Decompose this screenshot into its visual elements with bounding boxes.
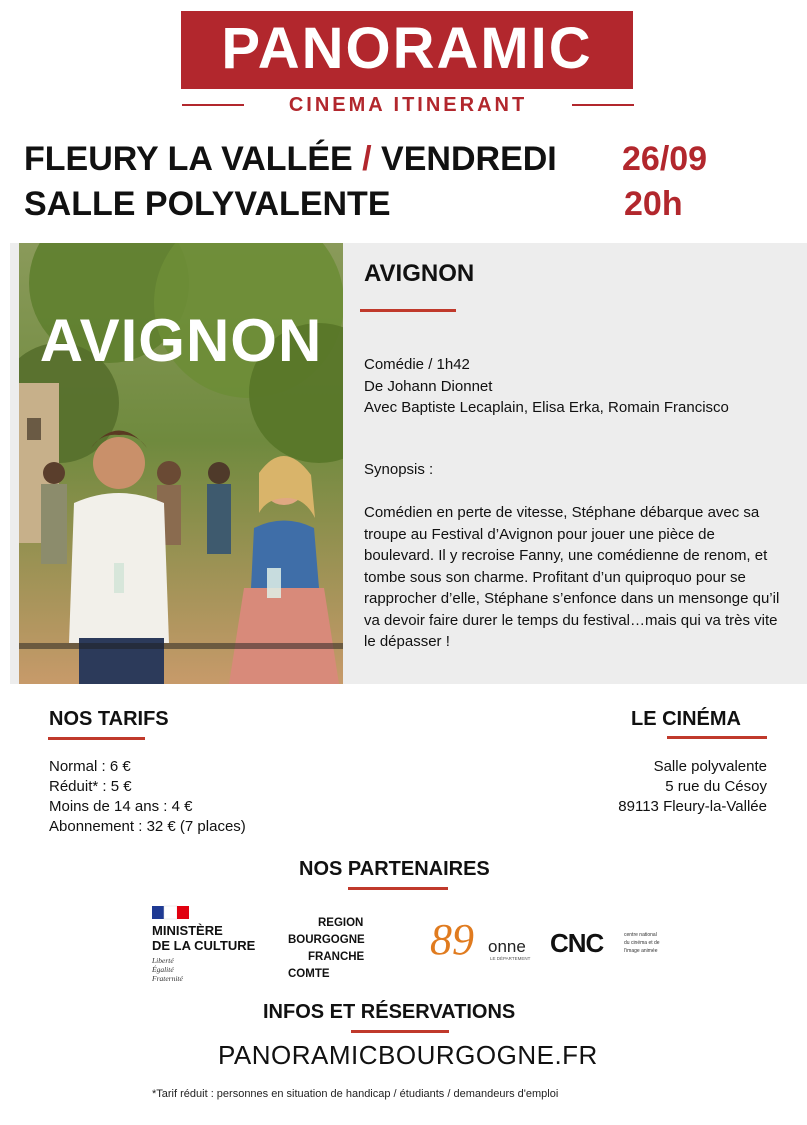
cnc-logo <box>550 928 660 958</box>
website-url[interactable]: PANORAMICBOURGOGNE.FR <box>218 1040 598 1070</box>
tarif-item: Moins de 14 ans : 4 € <box>49 798 193 815</box>
header-place: FLEURY LA VALLÉE <box>24 140 353 178</box>
yonne-logo <box>430 915 531 964</box>
tarif-item: Normal : 6 € <box>49 758 131 775</box>
svg-text:l'image animée: l'image animée <box>624 948 658 954</box>
infos-title: INFOS ET RÉSERVATIONS <box>263 1001 516 1023</box>
partners-underline <box>348 887 448 890</box>
svg-text:BOURGOGNE: BOURGOGNE <box>288 934 365 946</box>
header-venue: SALLE POLYVALENTE <box>24 185 391 223</box>
film-poster <box>19 243 343 684</box>
logo-rule-right <box>572 104 634 106</box>
svg-text:REGION: REGION <box>318 917 364 929</box>
film-genre-duration: Comédie / 1h42 <box>364 356 470 373</box>
tarifs-title: NOS TARIFS <box>49 708 169 730</box>
tarif-item: Abonnement : 32 € (7 places) <box>49 818 246 835</box>
panoramic-logo <box>181 11 633 89</box>
film-cast: Avec Baptiste Lecaplain, Elisa Erka, Romain Francisco <box>364 399 729 416</box>
svg-text:FRANCHE: FRANCHE <box>308 951 365 963</box>
partner-logos <box>140 898 680 990</box>
svg-text:DE LA CULTURE: DE LA CULTURE <box>152 938 256 953</box>
tarifs-underline <box>48 737 145 740</box>
address-line: Salle polyvalente <box>653 758 767 775</box>
header-day: VENDREDI <box>381 140 557 178</box>
svg-text:CNC: CNC <box>550 928 604 958</box>
svg-text:Fraternité: Fraternité <box>152 974 183 983</box>
svg-text:centre national: centre national <box>624 932 657 938</box>
ministere-culture-logo <box>151 906 256 983</box>
infos-underline <box>351 1030 449 1033</box>
header-date: 26/09 <box>622 140 708 178</box>
tarifs-list <box>49 757 246 837</box>
address-line: 89113 Fleury-la-Vallée <box>618 798 767 815</box>
logo-subtitle: CINEMA ITINERANT <box>288 94 528 116</box>
poster-illustration <box>19 243 343 684</box>
tarif-item: Réduit* : 5 € <box>49 778 132 795</box>
header-line-1 <box>24 140 557 178</box>
svg-text:89: 89 <box>430 915 474 964</box>
svg-text:onne: onne <box>488 937 526 956</box>
svg-text:LE DÉPARTEMENT: LE DÉPARTEMENT <box>490 956 531 961</box>
film-title: AVIGNON <box>364 260 475 287</box>
svg-text:COMTE: COMTE <box>288 968 330 980</box>
header-time: 20h <box>624 185 683 223</box>
synopsis-text: Comédien en perte de vitesse, Stéphane débarque avec sa troupe au Festival d’Avignon pour jouer une pièce de boulevard. Il y recroise Fanny, une comédienne de renom, et tombe sous son charme. Profitant d’un quiproquo pour se rapprocher d’elle, Stéphane s’enfonce dans un mensonge qu’il va devoir faire durer le temps du festival…mais qui va très vite le dépasser ! <box>364 504 780 650</box>
logo-rule-left <box>182 104 244 106</box>
svg-text:du cinéma et de: du cinéma et de <box>624 940 660 946</box>
film-title-underline <box>360 309 456 312</box>
partners-title: NOS PARTENAIRES <box>299 858 490 880</box>
film-details <box>364 354 774 419</box>
cinema-address <box>560 757 767 817</box>
header-separator: / <box>362 140 372 178</box>
poster-title: AVIGNON <box>39 307 323 374</box>
svg-text:MINISTÈRE: MINISTÈRE <box>152 923 223 938</box>
logo-wordmark: PANORAMIC <box>221 16 593 81</box>
address-line: 5 rue du Césoy <box>665 778 767 795</box>
svg-text:Liberté: Liberté <box>152 956 174 965</box>
svg-text:Égalité: Égalité <box>152 965 174 974</box>
film-director: De Johann Dionnet <box>364 377 493 395</box>
cinema-underline <box>667 736 767 739</box>
synopsis-label: Synopsis : <box>364 461 434 478</box>
footnote: *Tarif réduit : personnes en situation de handicap / étudiants / demandeurs d'emploi <box>152 1088 559 1100</box>
cinema-title: LE CINÉMA <box>631 708 741 730</box>
region-bfc-logo <box>288 917 365 980</box>
